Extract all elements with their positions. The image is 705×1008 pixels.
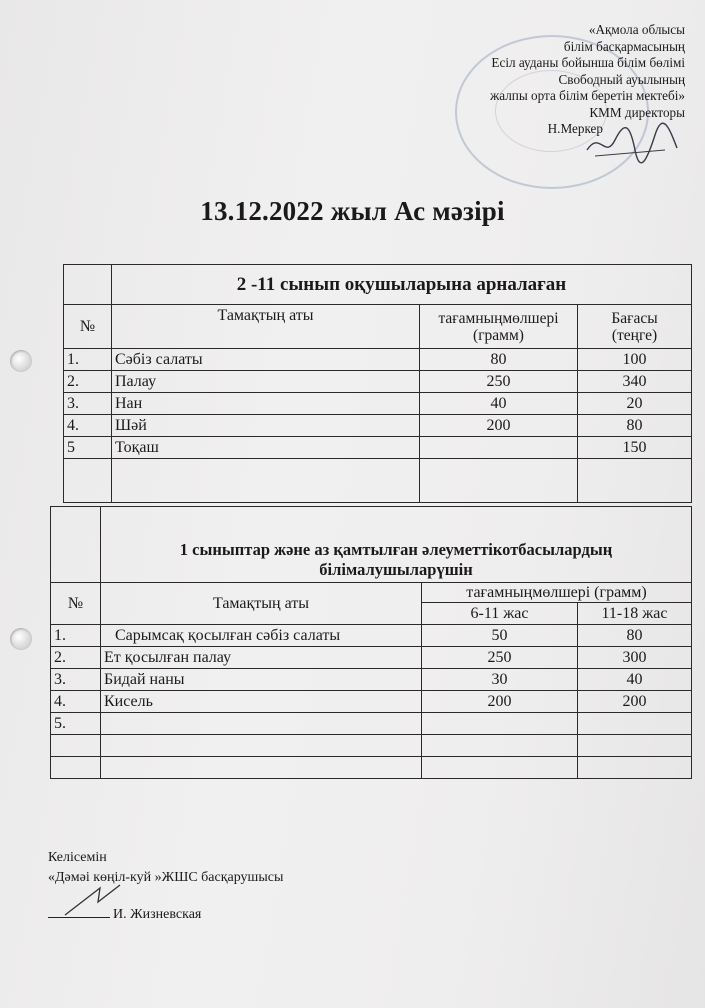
dish-amount-6-11: 50 [422, 625, 578, 647]
column-header-age-6-11: 6-11 жас [422, 603, 578, 625]
page-title: 13.12.2022 жыл Ас мәзірі [200, 196, 505, 226]
table-heading-row [64, 265, 692, 305]
row-number: 4. [51, 691, 101, 713]
dish-name: Бидай наны [101, 669, 422, 691]
dish-price: 80 [578, 415, 692, 437]
row-number: 2. [64, 371, 112, 393]
row-number: 5. [51, 713, 101, 735]
table-row [64, 415, 692, 437]
dish-amount-11-18: 200 [578, 691, 692, 713]
column-header-amount-line: тағамныңмөлшері [438, 309, 559, 327]
header-line: «Ақмола облысы [588, 22, 685, 37]
dish-amount: 250 [420, 371, 578, 393]
section-heading-line: білімалушыларүшін [319, 560, 473, 579]
table-cell [51, 735, 101, 757]
table-cell [101, 757, 422, 779]
row-number: 3. [51, 669, 101, 691]
footer-agreed: Келісемін [48, 850, 107, 865]
column-header-number: № [64, 305, 112, 349]
dish-amount: 40 [420, 393, 578, 415]
table-cell [578, 459, 692, 503]
table-cell [64, 459, 112, 503]
header-line: КММ директоры [589, 104, 685, 120]
table-cell [578, 757, 692, 779]
dish-amount: 80 [420, 349, 578, 371]
table-cell [51, 757, 101, 779]
column-header-price-line: (теңге) [611, 326, 658, 344]
table-row-empty [51, 735, 692, 757]
row-number: 5 [64, 437, 112, 459]
column-header-amount: тағамныңмөлшері (грамм) [422, 583, 692, 603]
table-row [51, 691, 692, 713]
table-heading-row [51, 507, 692, 583]
table-row [51, 669, 692, 691]
table-cell [422, 757, 578, 779]
column-header-age-11-18: 11-18 жас [578, 603, 692, 625]
table-cell [422, 735, 578, 757]
table-row [64, 371, 692, 393]
column-header-name: Тамақтың аты [101, 583, 422, 625]
section-heading-line: 1 сыныптар және аз қамтылған әлеуметтікотбасылардың [179, 540, 613, 559]
approval-header [490, 22, 685, 138]
table-cell [112, 459, 420, 503]
dish-amount-11-18: 40 [578, 669, 692, 691]
table-cell [578, 735, 692, 757]
dish-amount-6-11: 30 [422, 669, 578, 691]
dish-name: Сарымсақ қосылған сәбіз салаты [101, 625, 422, 647]
column-header-name: Тамақтың аты [112, 305, 420, 349]
table-row [64, 393, 692, 415]
table-row [51, 625, 692, 647]
dish-amount-6-11: 200 [422, 691, 578, 713]
dish-amount: 200 [420, 415, 578, 437]
row-number: 3. [64, 393, 112, 415]
dish-name: Нан [112, 393, 420, 415]
punch-hole [10, 350, 32, 372]
dish-amount-11-18: 300 [578, 647, 692, 669]
row-number: 2. [51, 647, 101, 669]
dish-name: Сәбіз салаты [112, 349, 420, 371]
table-row [64, 349, 692, 371]
dish-amount-6-11 [422, 713, 578, 735]
row-number: 1. [51, 625, 101, 647]
header-line: Н.Меркер [547, 121, 603, 136]
column-header-amount [420, 305, 578, 349]
header-line: білім басқармасының [563, 38, 685, 54]
row-number: 4. [64, 415, 112, 437]
footer-company: «Дәмәі көңіл-куй »ЖШС басқарушысы [48, 870, 284, 885]
table-cell [64, 265, 112, 305]
dish-name: Тоқаш [112, 437, 420, 459]
section-heading: 2 -11 сынып оқушыларына арналаған [112, 265, 692, 305]
dish-price: 100 [578, 349, 692, 371]
table-cell [51, 507, 101, 583]
header-line: Есіл ауданы бойынша білім бөлімі [491, 55, 685, 70]
header-line: Свободный ауылының [558, 71, 685, 87]
table-cell [420, 459, 578, 503]
table-row [51, 647, 692, 669]
table-row-empty [51, 757, 692, 779]
column-header-number: № [51, 583, 101, 625]
dish-amount-11-18: 80 [578, 625, 692, 647]
dish-name: Палау [112, 371, 420, 393]
dish-name: Шәй [112, 415, 420, 437]
dish-name: Ет қосылған палау [101, 647, 422, 669]
table-cell [101, 735, 422, 757]
table-row-empty [64, 459, 692, 503]
table-header-row [64, 305, 692, 349]
company-signature [60, 880, 130, 920]
dish-price: 20 [578, 393, 692, 415]
dish-amount-6-11: 250 [422, 647, 578, 669]
footer-signer: И. Жизневская [113, 907, 202, 922]
dish-name: Кисель [101, 691, 422, 713]
dish-name [101, 713, 422, 735]
row-number: 1. [64, 349, 112, 371]
punch-hole [10, 628, 32, 650]
table-row [51, 713, 692, 735]
dish-price: 150 [578, 437, 692, 459]
section-heading [101, 507, 692, 583]
column-header-price [578, 305, 692, 349]
dish-amount-11-18 [578, 713, 692, 735]
column-header-amount-line: (грамм) [473, 326, 524, 344]
dish-price: 340 [578, 371, 692, 393]
table-header-row [51, 583, 692, 603]
table-row [64, 437, 692, 459]
menu-table-grade-1-low-income [50, 506, 692, 779]
dish-amount [420, 437, 578, 459]
column-header-price-line: Бағасы [611, 309, 658, 327]
menu-table-grades-2-11 [63, 264, 692, 503]
header-line: жалпы орта білім беретін мектебі» [490, 88, 685, 103]
